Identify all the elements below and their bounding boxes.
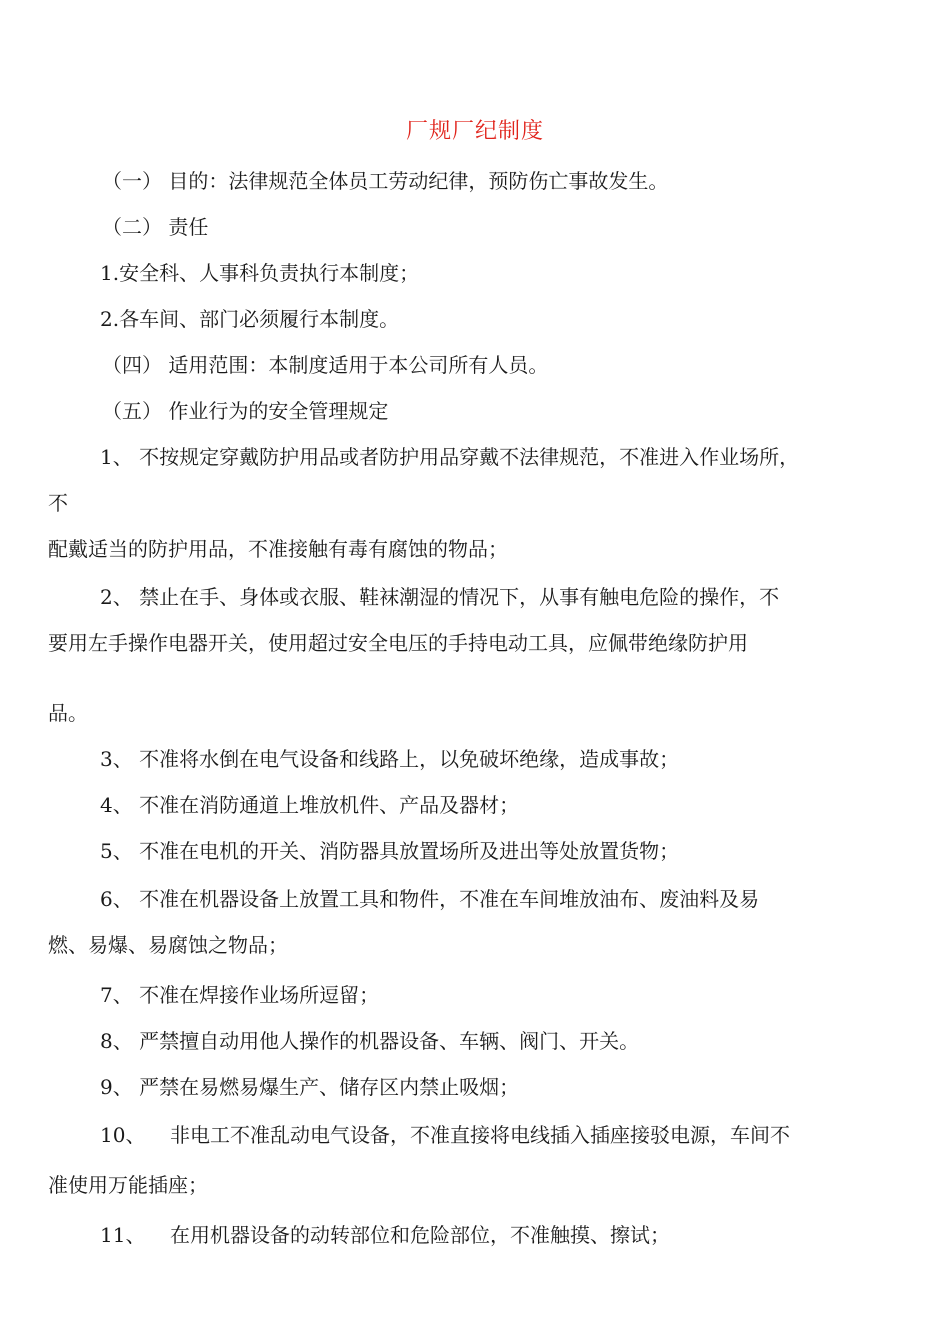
- rule-10-number: 10、: [100, 1123, 146, 1147]
- paragraph-responsibility: （二） 责任: [102, 215, 209, 239]
- rule-11-number: 11、: [100, 1223, 146, 1247]
- rule-1-line-3: 配戴适当的防护用品，不准接触有毒有腐蚀的物品；: [48, 537, 508, 561]
- rule-11-line-1: [0, 1220, 950, 1250]
- responsibility-item-2: 2.各车间、部门必须履行本制度。: [100, 307, 400, 331]
- rule-2-line-3: 品。: [48, 701, 88, 725]
- rule-3: 3、 不准将水倒在电气设备和线路上，以免破坏绝缘，造成事故；: [100, 747, 680, 771]
- rule-7: 7、 不准在焊接作业场所逗留；: [100, 983, 380, 1007]
- rule-1-line-1: 1、 不按规定穿戴防护用品或者防护用品穿戴不法律规范，不准进入作业场所，: [100, 445, 800, 469]
- rule-4: 4、 不准在消防通道上堆放机件、产品及器材；: [100, 793, 520, 817]
- rule-2-line-2: 要用左手操作电器开关，使用超过安全电压的手持电动工具，应佩带绝缘防护用: [48, 631, 748, 655]
- rule-10-text: 非电工不准乱动电气设备，不准直接将电线插入插座接驳电源，车间不: [170, 1123, 790, 1147]
- rule-2-line-1: 2、 禁止在手、身体或衣服、鞋袜潮湿的情况下，从事有触电危险的操作，不: [100, 585, 780, 609]
- responsibility-item-1: 1.安全科、人事科负责执行本制度；: [100, 261, 420, 285]
- document-title: 厂规厂纪制度: [405, 119, 544, 144]
- rule-11-text: 在用机器设备的动转部位和危险部位，不准触摸、擦试；: [170, 1223, 670, 1247]
- rule-1-line-2: 不: [48, 491, 68, 515]
- rule-10-line-1: [0, 1120, 950, 1150]
- rule-6-line-1: 6、 不准在机器设备上放置工具和物件，不准在车间堆放油布、废油料及易: [100, 887, 760, 911]
- paragraph-purpose: （一） 目的：法律规范全体员工劳动纪律，预防伤亡事故发生。: [102, 169, 669, 193]
- paragraph-scope: （四） 适用范围：本制度适用于本公司所有人员。: [102, 353, 549, 377]
- rule-8: 8、 严禁擅自动用他人操作的机器设备、车辆、阀门、开关。: [100, 1029, 640, 1053]
- rule-6-line-2: 燃、易爆、易腐蚀之物品；: [48, 933, 288, 957]
- rule-5: 5、 不准在电机的开关、消防器具放置场所及进出等处放置货物；: [100, 839, 680, 863]
- paragraph-rules-heading: （五） 作业行为的安全管理规定: [102, 399, 389, 423]
- rule-10-line-2: 准使用万能插座；: [48, 1173, 208, 1197]
- rule-9: 9、 严禁在易燃易爆生产、储存区内禁止吸烟；: [100, 1075, 520, 1099]
